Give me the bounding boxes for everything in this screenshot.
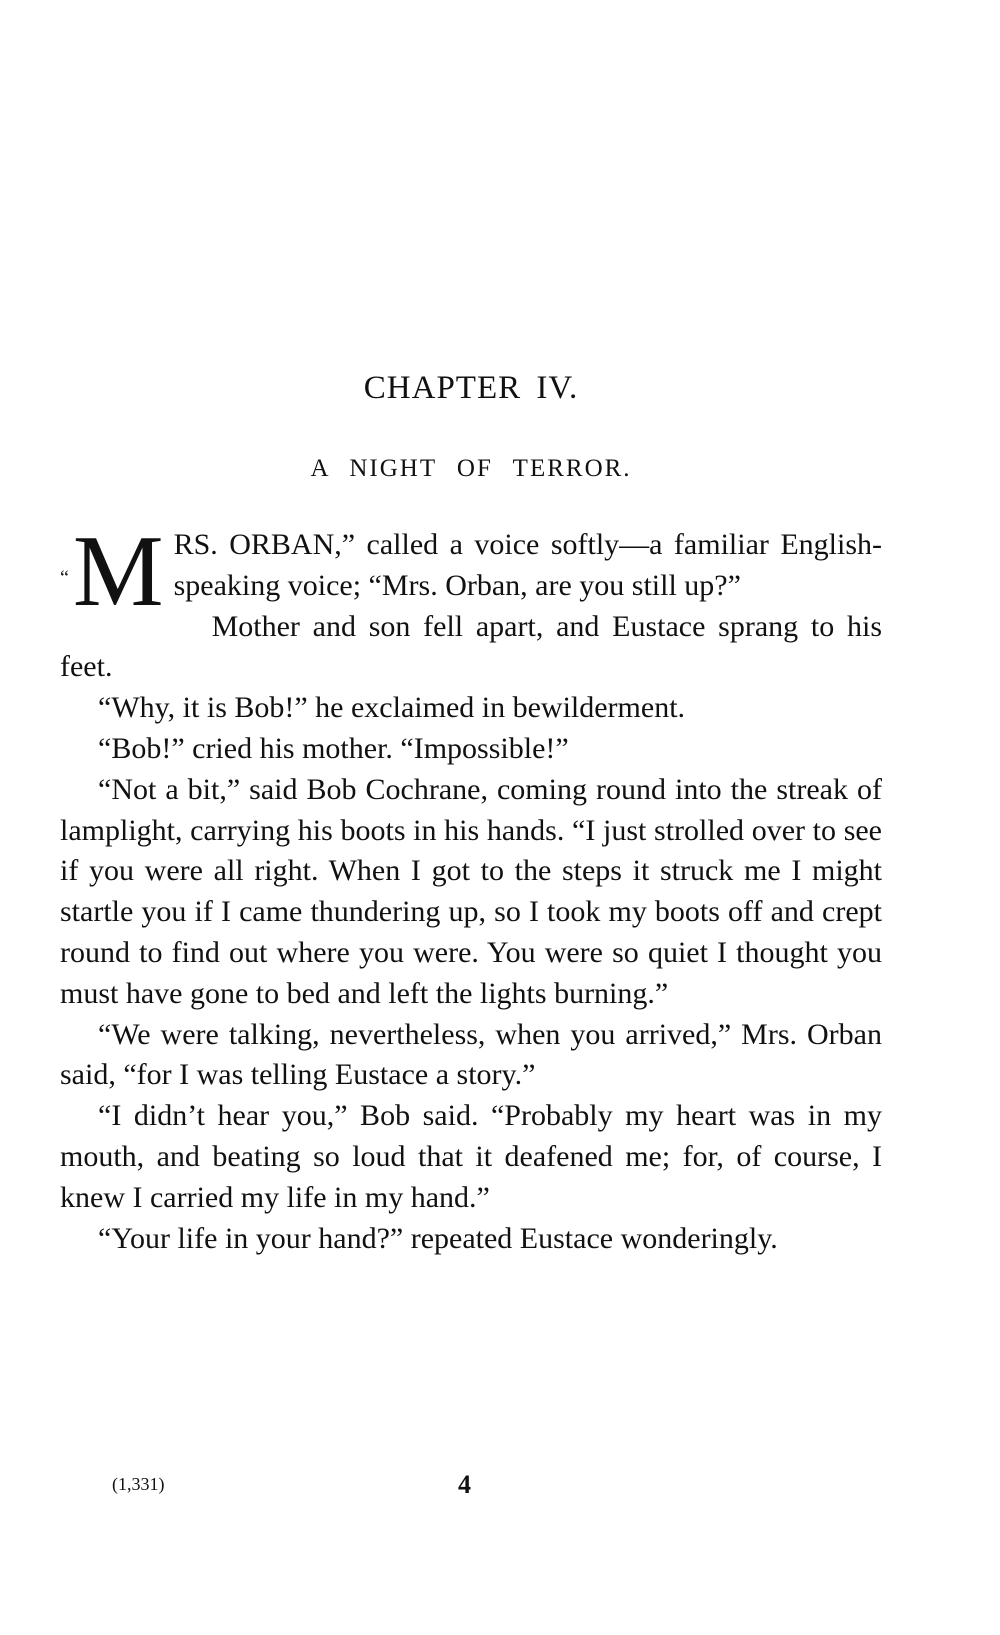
paragraph [60, 515, 882, 628]
paragraph: “Not a bit,” said Bob Cochrane, coming round into the streak of lamplight, carrying his boots in his hands. “I just strolled over to see if you were all right. When I got to the steps it struck me I might startle you if I came thundering up, so I took my boots off and crept round to find out where you were. You were so quiet I thought you must have gone to bed and left the lights burning.” [60, 772, 882, 1010]
printer-signature: (1,331) [112, 1474, 165, 1494]
chapter-body [60, 515, 882, 1259]
drop-cap-letter: M [72, 515, 164, 628]
paragraph: “I didn’t hear you,” Bob said. “Probably my heart was in my mouth, and beating so loud that it deafened me; for, of course, I knew I carried my life in my hand.” [60, 1099, 882, 1214]
paragraph: Mother and son fell apart, and Eustace sprang to his feet. [60, 609, 882, 684]
chapter-title: CHAPTER IV. [363, 370, 579, 406]
paragraph: “We were talking, nevertheless, when you arrived,” Mrs. Orban said, “for I was telling Eustace a story.” [60, 1017, 882, 1092]
book-page [60, 0, 882, 1635]
drop-cap [60, 515, 164, 628]
paragraph: “Why, it is Bob!” he exclaimed in bewilderment. [98, 691, 686, 725]
opening-quote-mark: “ [60, 567, 69, 589]
page-number: 4 [458, 1470, 471, 1499]
paragraph-text: RS. ORBAN,” called a voice softly—a familiar English-speaking voice; “Mrs. Orban, are you still up?” [173, 528, 882, 602]
chapter-subtitle: A NIGHT OF TERROR. [310, 455, 632, 482]
page-footer [60, 1470, 882, 1510]
paragraph: “Bob!” cried his mother. “Impossible!” [98, 731, 569, 765]
paragraph: “Your life in your hand?” repeated Eustace wonderingly. [98, 1221, 778, 1255]
